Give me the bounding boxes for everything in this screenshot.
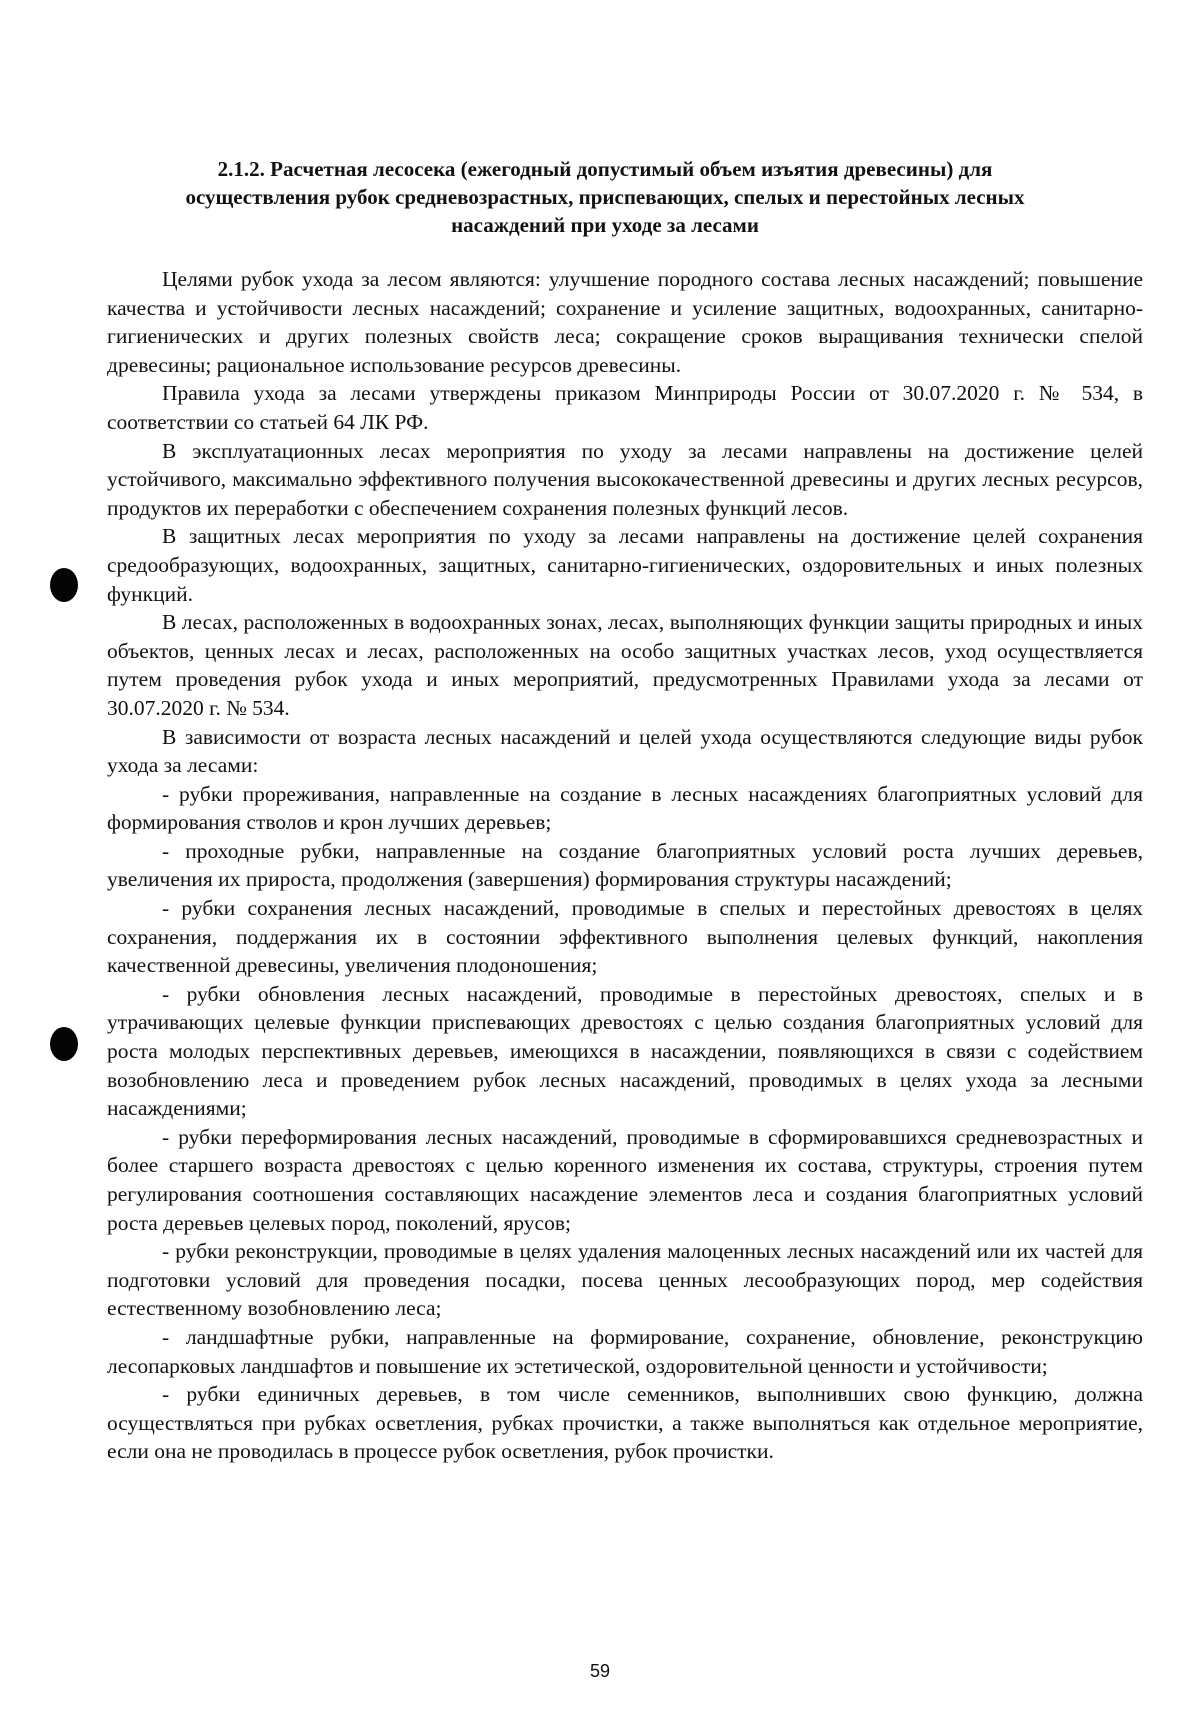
list-item: - рубки прореживания, направленные на создание в лесных насаждениях благоприятных условий для формирования стволов и крон лучших деревьев; <box>107 781 1143 835</box>
body-text <box>107 265 1143 1466</box>
section-heading-line: осуществления рубок средневозрастных, приспевающих, спелых и перестойных лесных <box>185 185 1025 209</box>
paragraph: Целями рубок ухода за лесом являются: улучшение породного состава лесных насаждений; повышение качества и устойчивости лесных насаждений; сохранение и усиление защитных, водоохранных, санитарно-гигиенических и других полезных свойств леса; сокращение сроков выращивания технически спелой древесины; рациональное использование ресурсов древесины. <box>107 267 1143 377</box>
list-item: - рубки единичных деревьев, в том числе семенников, выполнивших свою функцию, должна осуществляться при рубках осветления, рубках прочистки, а также выполняться как отдельное мероприятие, если она не проводилась в процессе рубок осветления, рубок прочистки. <box>107 1382 1143 1464</box>
paragraph: В эксплуатационных лесах мероприятия по уходу за лесами направлены на достижение целей устойчивого, максимально эффективного получения высококачественной древесины и других лесных ресурсов, продуктов их переработки с обеспечением сохранения полезных функций лесов. <box>107 438 1143 520</box>
binder-hole-mark <box>50 1027 78 1061</box>
paragraph: В лесах, расположенных в водоохранных зонах, лесах, выполняющих функции защиты природных и иных объектов, ценных лесах и лесах, расположенных на особо защитных участках лесов, уход осуществляется путем проведения рубок ухода и иных мероприятий, предусмотренных Правилами ухода за лесами от 30.07.2020 г. № 534. <box>107 610 1143 720</box>
list-item: - рубки обновления лесных насаждений, проводимые в перестойных древостоях, спелых и в утрачивающих целевые функции приспевающих древостоях с целью создания благоприятных условий для роста молодых перспективных деревьев, имеющихся в насаждении, появляющихся в связи с содействием возобновлению леса и проведением рубок лесных насаждений, проводимых в целях ухода за лесными насаждениями; <box>107 981 1143 1121</box>
paragraph: В защитных лесах мероприятия по уходу за лесами направлены на достижение целей сохранения средообразующих, водоохранных, защитных, санитарно-гигиенических, оздоровительных и иных полезных функций. <box>107 524 1143 606</box>
paragraph: В зависимости от возраста лесных насаждений и целей ухода осуществляются следующие виды рубок ухода за лесами: <box>107 724 1143 778</box>
paragraph: Правила ухода за лесами утверждены приказом Минприроды России от 30.07.2020 г. № 534, в соответствии со статьей 64 ЛК РФ. <box>107 381 1143 434</box>
section-heading-line: насаждений при уходе за лесами <box>451 213 759 237</box>
section-heading <box>140 155 1070 239</box>
list-item: - рубки реконструкции, проводимые в целях удаления малоценных лесных насаждений или их частей для подготовки условий для проведения посадки, посева ценных лесообразующих пород, мер содействия естественному возобновлению леса; <box>107 1239 1143 1321</box>
section-heading-line: 2.1.2. Расчетная лесосека (ежегодный допустимый объем изъятия древесины) для <box>217 157 993 181</box>
list-item: - рубки переформирования лесных насаждений, проводимые в сформировавшихся средневозрастных и более старшего возраста древостоях с целью коренного изменения их состава, структуры, строения путем регулирования соотношения составляющих насаждение элементов леса и создания благоприятных условий роста деревьев целевых пород, поколений, ярусов; <box>107 1124 1143 1235</box>
binder-hole-mark <box>50 568 78 602</box>
list-item: - проходные рубки, направленные на создание благоприятных условий роста лучших деревьев, увеличения их прироста, продолжения (завершения) формирования структуры насаждений; <box>107 838 1143 892</box>
list-item: - ландшафтные рубки, направленные на формирование, сохранение, обновление, реконструкцию лесопарковых ландшафтов и повышение их эстетической, оздоровительной ценности и устойчивости; <box>107 1324 1143 1378</box>
page-number: 59 <box>589 1661 611 1681</box>
list-item: - рубки сохранения лесных насаждений, проводимые в спелых и перестойных древостоях в целях сохранения, поддержания их в состоянии эффективного выполнения целевых функций, накопления качественной древесины, увеличения плодоношения; <box>107 896 1143 978</box>
